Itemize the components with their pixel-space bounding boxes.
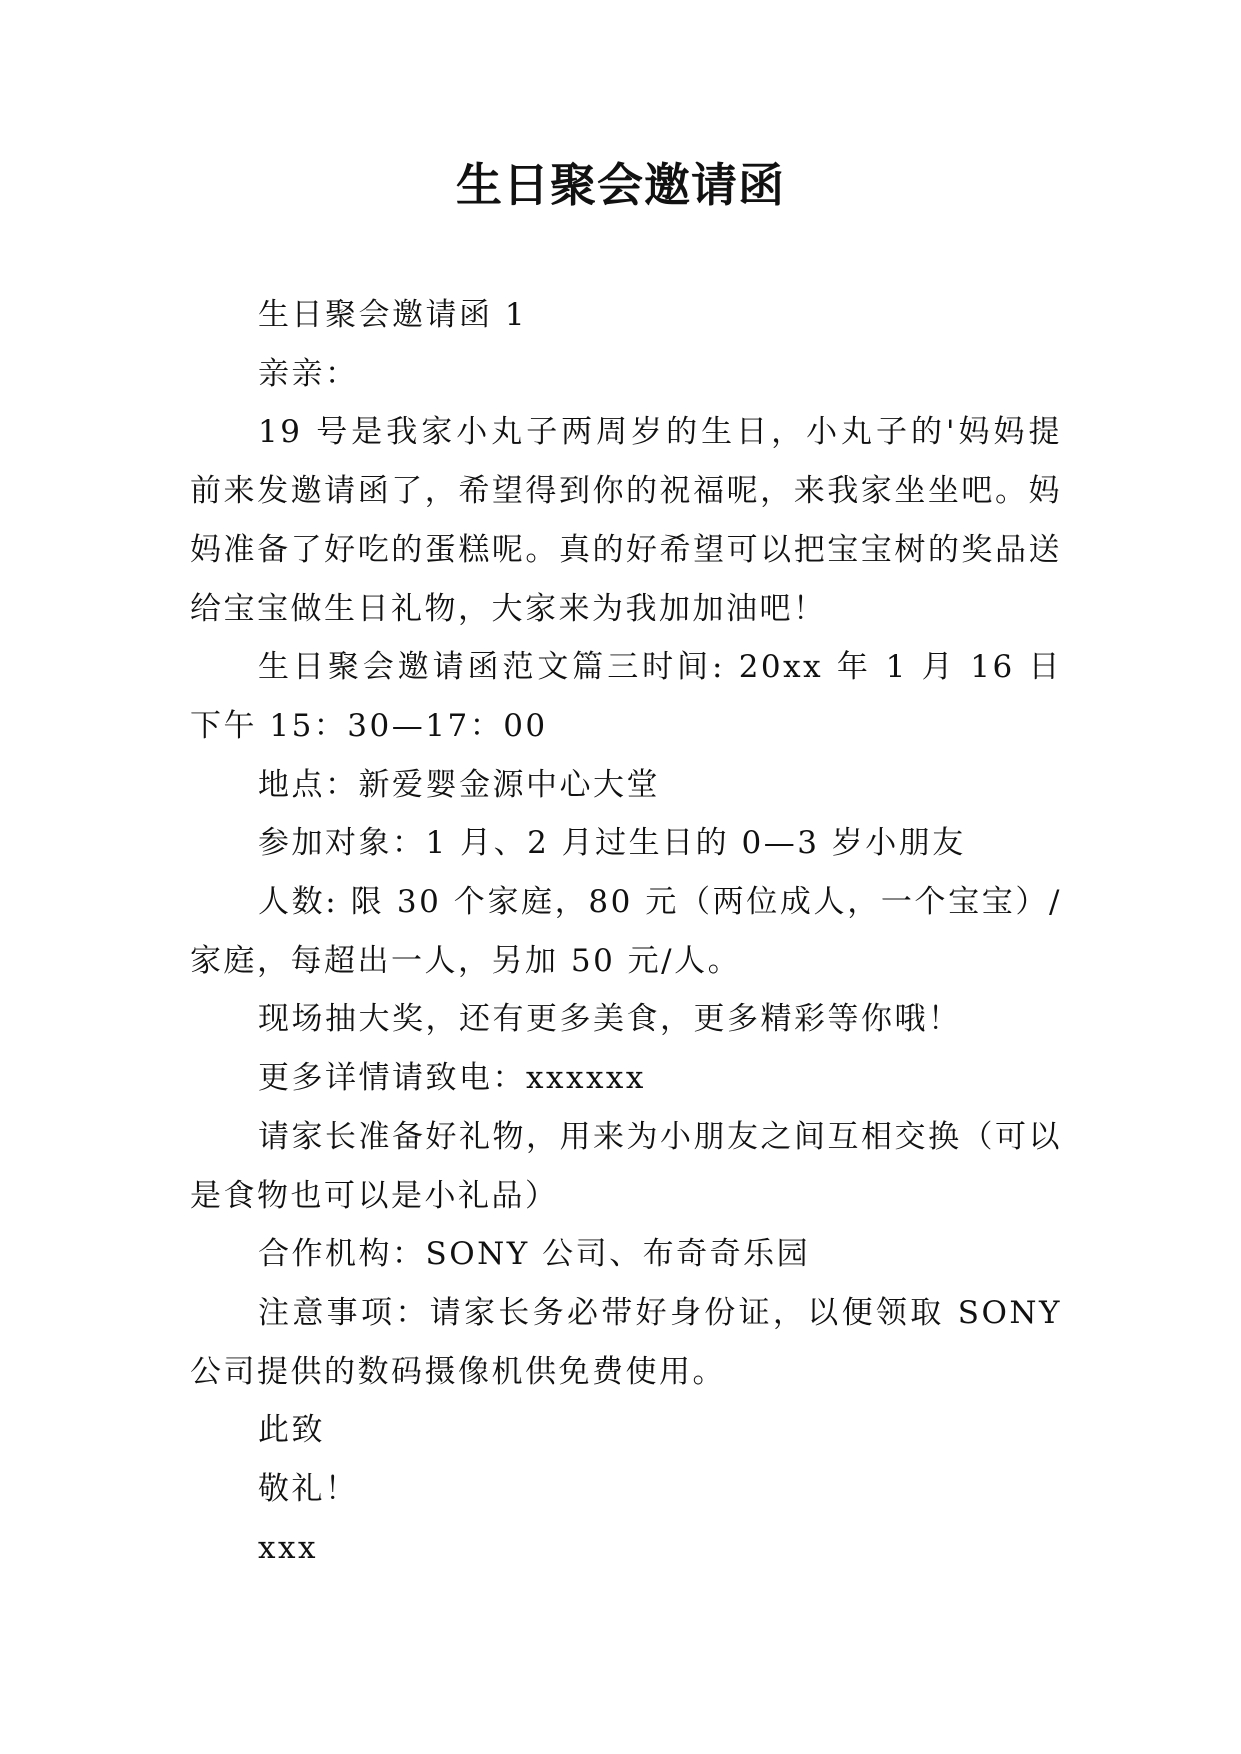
paragraph-salutation: 敬礼！ [258,1471,359,1508]
paragraph-heading: 生日聚会邀请函 1 [258,297,528,333]
paragraph-capacity: 人数: 限 30 个家庭，80 元（两位成人，一个宝宝）/家庭，每超出一人，另加 50 元/人。 [190,884,1062,979]
paragraph-notes: 注意事项：请家长务必带好身份证，以便领取 SONY 公司提供的数码摄像机供免费使用。 [190,1294,1062,1390]
document-title: 生日聚会邀请函 [456,158,785,212]
paragraph-gifts: 请家长准备好礼物，用来为小朋友之间互相交换（可以是食物也可以是小礼品） [190,1118,1062,1214]
paragraph-time: 生日聚会邀请函范文篇三时间: 20xx 年 1 月 16 日下午 15：30—17：00 [190,649,1062,744]
paragraph-partners: 合作机构：SONY 公司、布奇奇乐园 [258,1236,811,1273]
paragraph-signature: xxx [258,1529,318,1566]
paragraph-closing: 此致 [258,1412,325,1449]
paragraph-participants: 参加对象：1 月、2 月过生日的 0—3 岁小朋友 [258,825,966,862]
paragraph-greeting: 亲亲： [258,355,359,392]
paragraph-contact: 更多详情请致电：xxxxxx [258,1060,646,1097]
paragraph-location: 地点：新爱婴金源中心大堂 [258,766,660,803]
document-body [190,286,1062,1577]
paragraph-intro: 19 号是我家小丸子两周岁的生日，小丸子的'妈妈提前来发邀请函了，希望得到你的祝福呢，来我家坐坐吧。妈妈准备了好吃的蛋糕呢。真的好希望可以把宝宝树的奖品送给宝宝做生日礼物，大家来为我加加油吧！ [190,414,1062,627]
paragraph-prizes: 现场抽大奖，还有更多美食，更多精彩等你哦！ [258,1001,962,1038]
